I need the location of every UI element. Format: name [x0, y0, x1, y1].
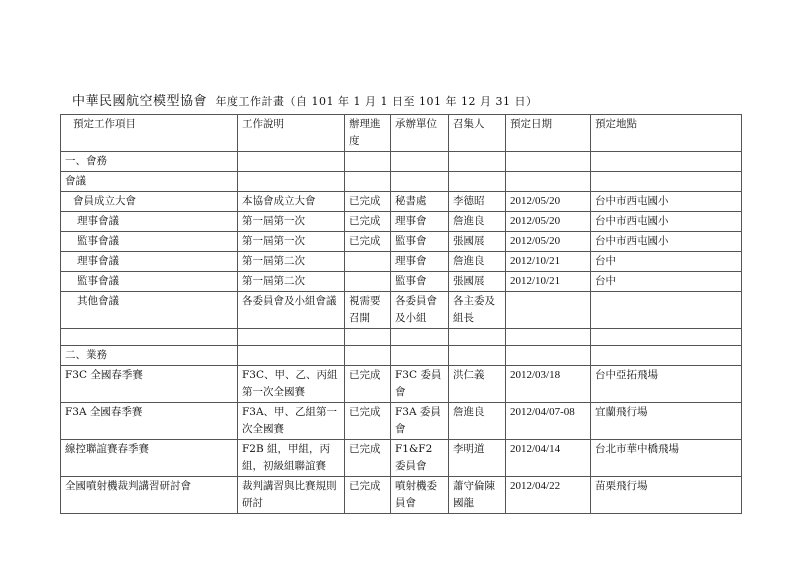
- cell-progress: 視需要召開: [345, 292, 391, 329]
- cell-date: [506, 346, 591, 366]
- table-row: [61, 172, 742, 192]
- cell-progress: [345, 252, 391, 272]
- cell-place: 苗栗飛行場: [591, 477, 742, 514]
- cell-progress: 已完成: [345, 366, 391, 403]
- cell-convener: 詹進良: [449, 252, 506, 272]
- cell-progress: [345, 172, 391, 192]
- table-row: [61, 212, 742, 232]
- header-description: 工作說明: [238, 115, 345, 152]
- header-progress: 辦理進度: [345, 115, 391, 152]
- cell-item: 會議: [61, 172, 238, 192]
- table-row: [61, 477, 742, 514]
- cell-desc: 第一屆第二次: [238, 272, 345, 292]
- cell-desc: [238, 346, 345, 366]
- cell-item: F3C 全國春季賽: [61, 366, 238, 403]
- cell-convener: [449, 172, 506, 192]
- cell-place: 宜蘭飛行場: [591, 403, 742, 440]
- header-date: 預定日期: [506, 115, 591, 152]
- cell-date: 2012/04/14: [506, 440, 591, 477]
- cell-place: [591, 292, 742, 329]
- header-convener: 召集人: [449, 115, 506, 152]
- cell-item: 理事會議: [61, 252, 238, 272]
- cell-convener: 詹進良: [449, 212, 506, 232]
- cell-unit: 監事會: [391, 272, 449, 292]
- cell-date: 2012/03/18: [506, 366, 591, 403]
- table-row: [61, 192, 742, 212]
- cell-convener: 洪仁義: [449, 366, 506, 403]
- header-work-item: 預定工作項目: [61, 115, 238, 152]
- cell-convener: [449, 152, 506, 172]
- cell-place: 台中市西屯國小: [591, 192, 742, 212]
- cell-desc: 本協會成立大會: [238, 192, 345, 212]
- cell-item: 會員成立大會: [61, 192, 238, 212]
- cell-date: 2012/05/20: [506, 232, 591, 252]
- cell-place: 台中: [591, 252, 742, 272]
- cell-date: [506, 329, 591, 346]
- cell-unit: 理事會: [391, 212, 449, 232]
- cell-place: [591, 152, 742, 172]
- cell-desc: [238, 152, 345, 172]
- cell-desc: 第一屆第一次: [238, 232, 345, 252]
- cell-unit: F1&F2 委員會: [391, 440, 449, 477]
- work-plan-table: [60, 114, 742, 514]
- cell-convener: 各主委及組長: [449, 292, 506, 329]
- cell-progress: 已完成: [345, 192, 391, 212]
- cell-place: [591, 172, 742, 192]
- table-row: [61, 346, 742, 366]
- cell-place: 台中: [591, 272, 742, 292]
- document-title: [72, 90, 537, 109]
- table-header-row: [61, 115, 742, 152]
- cell-convener: 蕭守倫陳國龍: [449, 477, 506, 514]
- cell-progress: [345, 272, 391, 292]
- cell-desc: F2B 組，甲組，丙組，初級組聯誼賽: [238, 440, 345, 477]
- table-row: [61, 329, 742, 346]
- organization-name: 中華民國航空模型協會: [72, 94, 208, 109]
- cell-unit: [391, 152, 449, 172]
- cell-progress: 已完成: [345, 403, 391, 440]
- cell-place: 台北市華中橋飛場: [591, 440, 742, 477]
- cell-item: 全國噴射機裁判講習研討會: [61, 477, 238, 514]
- cell-item: 一、會務: [61, 152, 238, 172]
- cell-date: 2012/10/21: [506, 252, 591, 272]
- cell-unit: [391, 172, 449, 192]
- cell-unit: [391, 329, 449, 346]
- cell-date: [506, 292, 591, 329]
- cell-item: [61, 329, 238, 346]
- cell-date: 2012/10/21: [506, 272, 591, 292]
- cell-item: 線控聯誼賽春季賽: [61, 440, 238, 477]
- table-row: [61, 440, 742, 477]
- cell-convener: [449, 329, 506, 346]
- cell-convener: 李德昭: [449, 192, 506, 212]
- cell-place: 台中市西屯國小: [591, 232, 742, 252]
- cell-desc: 第一屆第二次: [238, 252, 345, 272]
- cell-progress: 已完成: [345, 440, 391, 477]
- header-unit: 承辦單位: [391, 115, 449, 152]
- table-row: [61, 152, 742, 172]
- cell-unit: 理事會: [391, 252, 449, 272]
- cell-place: [591, 346, 742, 366]
- cell-date: [506, 152, 591, 172]
- cell-item: 二、業務: [61, 346, 238, 366]
- cell-date: [506, 172, 591, 192]
- cell-place: [591, 329, 742, 346]
- cell-unit: 噴射機委員會: [391, 477, 449, 514]
- cell-item: 理事會議: [61, 212, 238, 232]
- cell-unit: [391, 346, 449, 366]
- table-row: [61, 232, 742, 252]
- cell-convener: 李明道: [449, 440, 506, 477]
- cell-date: 2012/04/22: [506, 477, 591, 514]
- cell-desc: [238, 172, 345, 192]
- cell-unit: F3C 委員會: [391, 366, 449, 403]
- cell-desc: 各委員會及小組會議: [238, 292, 345, 329]
- cell-desc: F3A、甲、乙組第一次全國賽: [238, 403, 345, 440]
- cell-desc: 第一屆第一次: [238, 212, 345, 232]
- cell-convener: 張國展: [449, 232, 506, 252]
- table-row: [61, 292, 742, 329]
- cell-date: 2012/04/07-08: [506, 403, 591, 440]
- cell-date: 2012/05/20: [506, 212, 591, 232]
- cell-place: 台中市西屯國小: [591, 212, 742, 232]
- cell-progress: [345, 346, 391, 366]
- cell-item: 其他會議: [61, 292, 238, 329]
- table-row: [61, 252, 742, 272]
- table-row: [61, 403, 742, 440]
- cell-desc: 裁判講習與比賽規則研討: [238, 477, 345, 514]
- cell-convener: 詹進良: [449, 403, 506, 440]
- table-row: [61, 272, 742, 292]
- cell-progress: 已完成: [345, 477, 391, 514]
- cell-item: F3A 全國春季賽: [61, 403, 238, 440]
- table-row: [61, 366, 742, 403]
- cell-desc: [238, 329, 345, 346]
- cell-place: 台中亞拓飛場: [591, 366, 742, 403]
- header-place: 預定地點: [591, 115, 742, 152]
- cell-unit: 監事會: [391, 232, 449, 252]
- cell-progress: 已完成: [345, 232, 391, 252]
- cell-progress: 已完成: [345, 212, 391, 232]
- cell-item: 監事會議: [61, 232, 238, 252]
- plan-period: 年度工作計畫（自 101 年 1 月 1 日至 101 年 12 月 31 日）: [215, 95, 538, 108]
- cell-unit: 秘書處: [391, 192, 449, 212]
- cell-unit: 各委員會及小組: [391, 292, 449, 329]
- cell-desc: F3C、甲、乙、丙組第一次全國賽: [238, 366, 345, 403]
- cell-convener: [449, 346, 506, 366]
- cell-unit: F3A 委員會: [391, 403, 449, 440]
- cell-item: 監事會議: [61, 272, 238, 292]
- cell-convener: 張國展: [449, 272, 506, 292]
- cell-progress: [345, 329, 391, 346]
- cell-progress: [345, 152, 391, 172]
- cell-date: 2012/05/20: [506, 192, 591, 212]
